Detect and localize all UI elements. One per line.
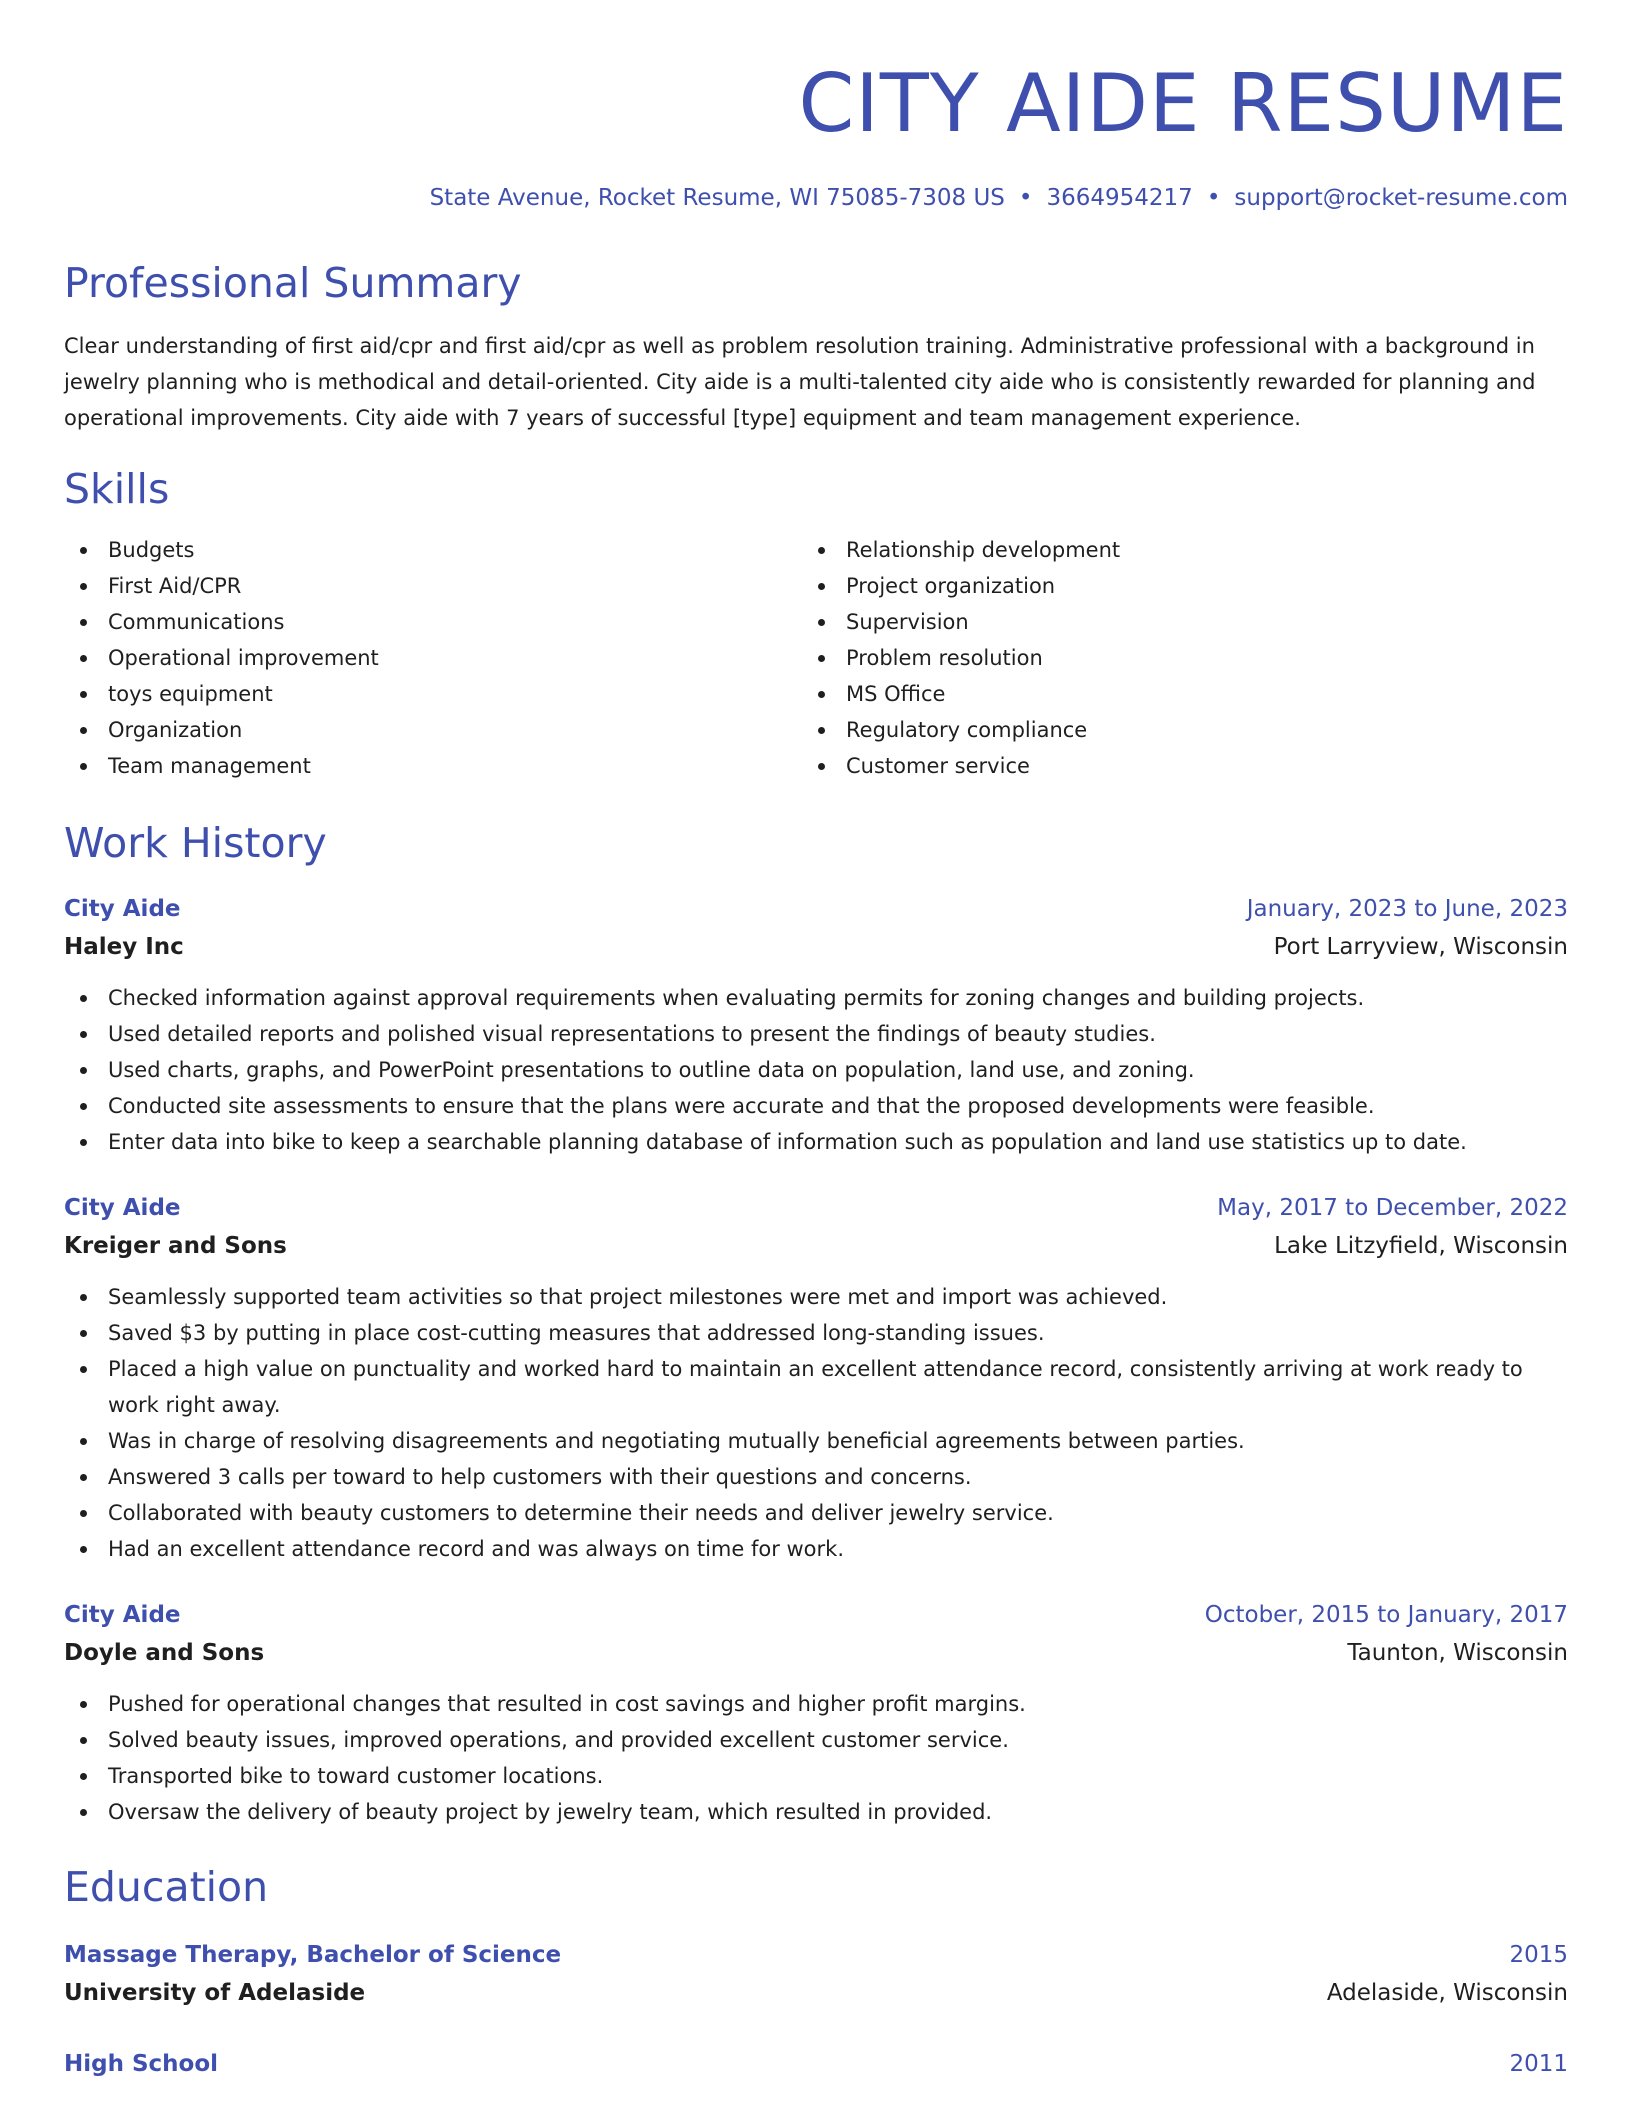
resume-title: CITY AIDE RESUME (798, 57, 1568, 150)
skill-item: Project organization (802, 568, 1540, 604)
skill-item: Customer service (802, 748, 1540, 784)
job-bullet: Pushed for operational changes that resulted in cost savings and higher profit margins. (64, 1686, 1568, 1722)
job-dates: May, 2017 to December, 2022 (1217, 1195, 1568, 1221)
skill-item: Operational improvement (64, 640, 802, 676)
job-bullet: Conducted site assessments to ensure that the plans were accurate and that the proposed developments were feasible. (64, 1088, 1568, 1124)
skill-item: Problem resolution (802, 640, 1540, 676)
job-bullets (64, 980, 1568, 1160)
education-entry (64, 2049, 1568, 2079)
skill-item: Supervision (802, 604, 1540, 640)
education-heading: Education (64, 1863, 269, 1911)
job-bullet: Used detailed reports and polished visual representations to present the findings of beauty studies. (64, 1016, 1568, 1052)
job-bullet: Placed a high value on punctuality and worked hard to maintain an excellent attendance record, consistently arriving at work ready to work right away. (64, 1351, 1568, 1423)
job-role: City Aide (64, 1195, 181, 1221)
skills-list (64, 532, 1568, 784)
job-bullet: Checked information against approval requirements when evaluating permits for zoning changes and building projects. (64, 980, 1568, 1016)
contact-phone: 3664954217 (1046, 185, 1193, 211)
education-location: Adelaside, Wisconsin (1326, 1980, 1568, 2006)
skill-item: Communications (64, 604, 802, 640)
contact-email: support@rocket-resume.com (1234, 185, 1568, 211)
job-entry (64, 1600, 1568, 1830)
job-bullet: Was in charge of resolving disagreements and negotiating mutually beneficial agreements between parties. (64, 1423, 1568, 1459)
job-bullet: Had an excellent attendance record and was always on time for work. (64, 1531, 1568, 1567)
work-history-heading: Work History (64, 819, 327, 867)
job-location: Lake Litzyfield, Wisconsin (1274, 1233, 1568, 1259)
contact-address: State Avenue, Rocket Resume, WI 75085-7308 US (429, 185, 1005, 211)
skill-item: Team management (64, 748, 802, 784)
job-bullet: Collaborated with beauty customers to determine their needs and deliver jewelry service. (64, 1495, 1568, 1531)
job-role: City Aide (64, 896, 181, 922)
job-header (64, 1193, 1568, 1223)
job-dates: January, 2023 to June, 2023 (1246, 896, 1568, 922)
job-header (64, 1600, 1568, 1630)
education-school: University of Adelaside (64, 1980, 366, 2006)
education-header (64, 1940, 1568, 1970)
skill-item: MS Office (802, 676, 1540, 712)
job-company: Kreiger and Sons (64, 1233, 287, 1259)
job-subheader (64, 932, 1568, 962)
education-header (64, 2049, 1568, 2079)
job-bullet: Used charts, graphs, and PowerPoint presentations to outline data on population, land use, and zoning. (64, 1052, 1568, 1088)
job-bullet: Transported bike to toward customer locations. (64, 1758, 1568, 1794)
job-dates: October, 2015 to January, 2017 (1204, 1602, 1568, 1628)
education-degree: Massage Therapy, Bachelor of Science (64, 1942, 562, 1968)
job-bullet: Solved beauty issues, improved operations, and provided excellent customer service. (64, 1722, 1568, 1758)
job-bullet: Oversaw the delivery of beauty project by jewelry team, which resulted in provided. (64, 1794, 1568, 1830)
job-bullet: Seamlessly supported team activities so that project milestones were met and import was achieved. (64, 1279, 1568, 1315)
job-bullet: Saved $3 by putting in place cost-cutting measures that addressed long-standing issues. (64, 1315, 1568, 1351)
skill-item: First Aid/CPR (64, 568, 802, 604)
job-company: Haley Inc (64, 934, 184, 960)
summary-text: Clear understanding of first aid/cpr and first aid/cpr as well as problem resolution training. Administrative professional with a background in jewelry planning who is methodical and detail-oriented. City aide is a multi-talented city aide who is consistently rewarded for planning and operational improvements. City aide with 7 years of successful [type] equipment and team management experience. (64, 334, 1536, 430)
job-subheader (64, 1231, 1568, 1261)
job-location: Taunton, Wisconsin (1347, 1640, 1568, 1666)
job-company: Doyle and Sons (64, 1640, 265, 1666)
education-year: 2015 (1509, 1942, 1568, 1968)
skills-heading: Skills (64, 465, 170, 513)
summary-heading: Professional Summary (64, 259, 522, 307)
job-role: City Aide (64, 1602, 181, 1628)
skill-item: Budgets (64, 532, 802, 568)
job-subheader (64, 1638, 1568, 1668)
job-header (64, 894, 1568, 924)
job-entry (64, 894, 1568, 1160)
education-entry (64, 1940, 1568, 2008)
skill-item: Relationship development (802, 532, 1540, 568)
job-bullet: Answered 3 calls per toward to help customers with their questions and concerns. (64, 1459, 1568, 1495)
contact-line (64, 184, 1568, 212)
skill-item: Regulatory compliance (802, 712, 1540, 748)
education-degree: High School (64, 2051, 219, 2077)
skills-column-right (802, 532, 1540, 784)
job-entry (64, 1193, 1568, 1567)
job-bullet: Enter data into bike to keep a searchable planning database of information such as population and land use statistics up to date. (64, 1124, 1568, 1160)
job-bullets (64, 1686, 1568, 1830)
contact-separator: • (1206, 185, 1221, 211)
contact-separator: • (1018, 185, 1033, 211)
skill-item: Organization (64, 712, 802, 748)
job-bullets (64, 1279, 1568, 1567)
skill-item: toys equipment (64, 676, 802, 712)
job-location: Port Larryview, Wisconsin (1273, 934, 1568, 960)
education-subheader (64, 1978, 1568, 2008)
skills-column-left (64, 532, 802, 784)
education-year: 2011 (1509, 2051, 1568, 2077)
